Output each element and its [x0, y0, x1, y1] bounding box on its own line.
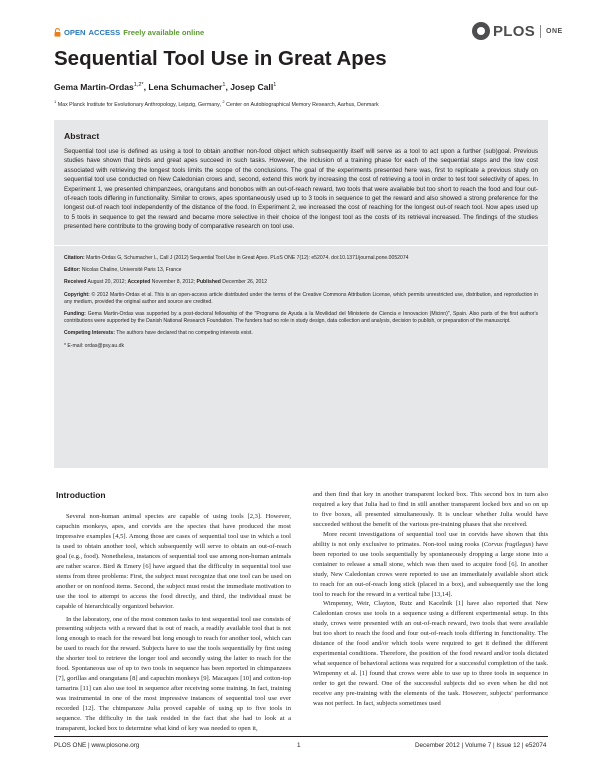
- footer-volume: Volume 7: [464, 742, 492, 749]
- funding-line: [64, 311, 538, 325]
- plos-one-logo: [472, 22, 563, 40]
- open-access-lock-icon: [54, 28, 61, 37]
- abstract-box: [54, 120, 548, 468]
- footer-separator: |: [461, 742, 464, 749]
- intro-paragraph: Wimpenny, Weir, Clayton, Rutz and Kacelnik [1] have also reported that New Caledonian crows use tools in a sequence using a different experimental setup. In this study, crows were presented with an out-of-reach reward, two tools that were available but too short to reach the food and four out-of-reach tools differing in functionality. The distance of the food and/or which tools were required to get it defined the different experimental conditions. Therefore, the position of the food reward and/or tools dictated what sequence of behavioral actions was required for a successful completion of the task. Wimpenny et al. [1] found that crows were able to use up to three tools in sequence in order to get the reward. One of the successful subjects did so even when he did not receive any pre-training with the elements of the task. However, subjects' performance was not perfect. In fact, subjects sometimes used: [313, 600, 548, 708]
- competing-interests-text: The authors have declared that no competing interests exist.: [114, 330, 253, 337]
- accepted-date: November 8, 2012;: [150, 279, 197, 286]
- footer-date: December 2012: [415, 742, 460, 749]
- citation-text: Martin-Ordas G, Schumacher L, Call J (2012) Sequential Tool Use in Great Apes. PLoS ONE 7(12): e52074. doi:10.1371/journal.pone.0052074: [84, 254, 409, 261]
- introduction-heading: Introduction: [56, 490, 106, 500]
- copyright-label: Copyright:: [64, 291, 90, 298]
- paragraph-text: ) have been reported to use tools sequentially by spontaneously dropping a large stone into a container to release a small stone, which was then used to acquire food [6]. In another study, New Caledonian crows were reported to use an immediately available short stick to reach for an out-of-reach long stick (placed in a box), and subsequently use the long tool to reach for the reward in a vertical tube [13,14].: [313, 540, 548, 598]
- footer-url[interactable]: www.plosone.org: [91, 742, 140, 749]
- editor-text: Nicolas Chaline, Université Paris 13, France: [80, 266, 182, 273]
- copyright-text: © 2012 Martin-Ordas et al. This is an open-access article distributed under the terms of the Creative Commons Attribution License, which permits unrestricted use, distribution, and reproduction in any medium, provided the original author and source are credited.: [64, 291, 538, 305]
- intro-paragraph: Several non-human animal species are capable of using tools [2,3]. However, capuchin monkeys, apes, and corvids are the species that have produced the most impressive examples [4,5]. Among those are cases of sequential tool use in which a tool is used to obtain another tool, which subsequently will serve to obtain an out-of-reach goal (e.g., food). Nonetheless, instances of sequential tool use among non-human animals are rather scarce. Bird & Emery [6] have argued that the difficulty in sequential tool use stems from three problems: First, the subject must recognize that one tool can be used on another or on nonfood items. Second, the subject must resist the immediate motivation to use the tool to attempt to access the food directly, and third, the individual must be capable of hierarchically organized behavior.: [56, 513, 291, 610]
- received-label: Received: [64, 279, 87, 286]
- footer-issue-info: [415, 742, 546, 749]
- plos-logo-icon: [472, 22, 490, 40]
- paragraph-text: More recent investigations of sequential tool use in corvids have shown that this ability is not only exclusive to primates. Non-tool using rooks (: [313, 530, 548, 548]
- open-label: OPEN: [64, 28, 86, 37]
- author-list: [54, 82, 276, 92]
- author-name: Gema Martin-Ordas: [54, 82, 134, 92]
- citation-label: Citation:: [64, 254, 85, 261]
- author-name: Lena Schumacher: [148, 82, 223, 92]
- editor-label: Editor:: [64, 266, 81, 273]
- affiliation-text: Center on Autobiographical Memory Research, Aarhus, Denmark: [224, 101, 379, 108]
- intro-paragraph: [313, 530, 548, 600]
- funding-label: Funding:: [64, 310, 86, 317]
- intro-paragraph: and then find that key in another transparent locked box. This second box in turn also required a key that Julia had to find in still another transparent locked box and so on up to five boxes, all presented simultaneously. It is unclear whether Julia would have succeeded without the benefit of the various pre-training phases that she received.: [313, 491, 548, 528]
- footer-separator: |: [87, 742, 90, 749]
- editor-line: [64, 267, 538, 274]
- footer-separator: |: [492, 742, 495, 749]
- left-column: [56, 490, 291, 734]
- author-affiliation-mark: 1: [273, 82, 277, 89]
- freely-available-label: Freely available online: [123, 28, 205, 37]
- published-date: December 26, 2012: [220, 279, 268, 286]
- funding-text: Gema Martin-Ordas was supported by a post-doctoral fellowship of the "Programa de Ayuda a la Movilidad del Ministerio de Ciencia e Innovacion (Micinn)", Spain. Also parts of the first author's contributions were supported by the Danish National Research Foundation. The funders had no role in study design, data collection and analysis, decision to publish, or preparation of the manuscript.: [64, 310, 538, 324]
- author-affiliation-mark: 1,2: [133, 82, 142, 89]
- abstract-divider: [54, 245, 548, 246]
- affiliations: [54, 99, 379, 108]
- abstract-text: Sequential tool use is defined as using a tool to obtain another non-food object which subsequently itself will serve as a tool to act upon a further (sub)goal. Previous studies have shown that birds and great apes succeed in such tasks. However, the inclusion of a training phase for each of the sequential steps and the low cost associated with retrieving the longest tools limits the scope of the conclusions. The goal of the experiments presented here was, first to replicate a previous study on sequential tool use conducted on New Caledonian crows and, second, extend this work by increasing the cost of retrieving a tool in order to test tool selectivity of apes. In Experiment 1, we presented chimpanzees, orangutans and bonobos with an out-of-reach reward, two tools that were available but too short to reach the food and four out-of-reach tools differing in functionality. Similar to crows, apes spontaneously used up to 3 tools in sequence to get the reward and also showed a strong preference for the longest out-of reach tool independently of the distance of the food. In Experiment 2, we increased the cost of reaching for the longest out-of reach tool. Now apes used up to 5 tools in sequence to get the reward and became more selective in their choice of the longest tool as the costs of its retrieval increased. The findings of the studies presented here contribute to the growing body of comparative research on tool use.: [64, 148, 538, 231]
- footer-issue: Issue 12: [496, 742, 521, 749]
- accepted-label: Accepted: [127, 279, 151, 286]
- citation-line: [64, 255, 538, 262]
- intro-paragraph: In the laboratory, one of the most common tasks to test sequential tool use consists of presenting subjects with a reward that is out of reach, a readily available tool that is not long enough to reach for the reward but long enough to reach for another tool, which can be used to reach for the reward. Subjects have to use the tools sequentially by first using the shorter tool to retrieve the longer tool and secondly using the latter to reach for the food. Spontaneous use of up to two tools in sequence has been reported in chimpanzees [7], gorillas and orangutans [8] and capuchin monkeys [9]. Macaques [10] and cotton-top tamarins [11] can also use tool in sequence after receiving some training. In fact, training was instrumental in one of the most impressive instances of sequential tool use ever recorded [12]. The chimpanzee Julia proved capable of using up to five tools in sequence. The difficulty in the task resided in the fact that she had to look at a transparent, locked box to determine what kind of key was needed to open it,: [56, 615, 291, 733]
- logo-divider: [540, 25, 541, 38]
- dates-line: [64, 279, 538, 286]
- footer-journal-name: PLOS ONE: [54, 742, 87, 749]
- affiliation-number: 1: [54, 99, 57, 104]
- author-separator: ,: [225, 82, 231, 92]
- published-label: Published: [196, 279, 221, 286]
- competing-interests-label: Competing Interests:: [64, 330, 115, 337]
- corresponding-author-mark: *: [141, 82, 144, 89]
- competing-interests-line: [64, 330, 538, 337]
- article-title: Sequential Tool Use in Great Apes: [54, 47, 387, 70]
- author-name: Josep Call: [230, 82, 274, 92]
- article-metadata: [64, 255, 538, 350]
- copyright-line: [64, 292, 538, 306]
- footer-rule: [54, 736, 548, 737]
- plos-logo-one: ONE: [546, 27, 563, 35]
- footer-journal: [54, 742, 139, 749]
- affiliation-text: Max Planck Institute for Evolutionary Anthropology, Leipzig, Germany,: [56, 101, 223, 108]
- access-label: ACCESS: [88, 28, 121, 37]
- received-date: August 20, 2012;: [86, 279, 128, 286]
- footer-separator: |: [521, 742, 524, 749]
- author-affiliation-mark: 1: [222, 82, 226, 89]
- email-line: * E-mail: ordas@psy.au.dk: [64, 342, 124, 349]
- affiliation-number: 2: [222, 99, 225, 104]
- author-separator: ,: [143, 82, 149, 92]
- abstract-heading: Abstract: [64, 131, 100, 141]
- page-number: 1: [297, 742, 301, 749]
- species-name: Corvus frugilegus: [483, 540, 532, 548]
- footer-article-id: e52074: [525, 742, 547, 749]
- open-access-banner: [54, 28, 204, 37]
- right-column: [313, 490, 548, 709]
- plos-logo-word: PLOS: [493, 22, 536, 40]
